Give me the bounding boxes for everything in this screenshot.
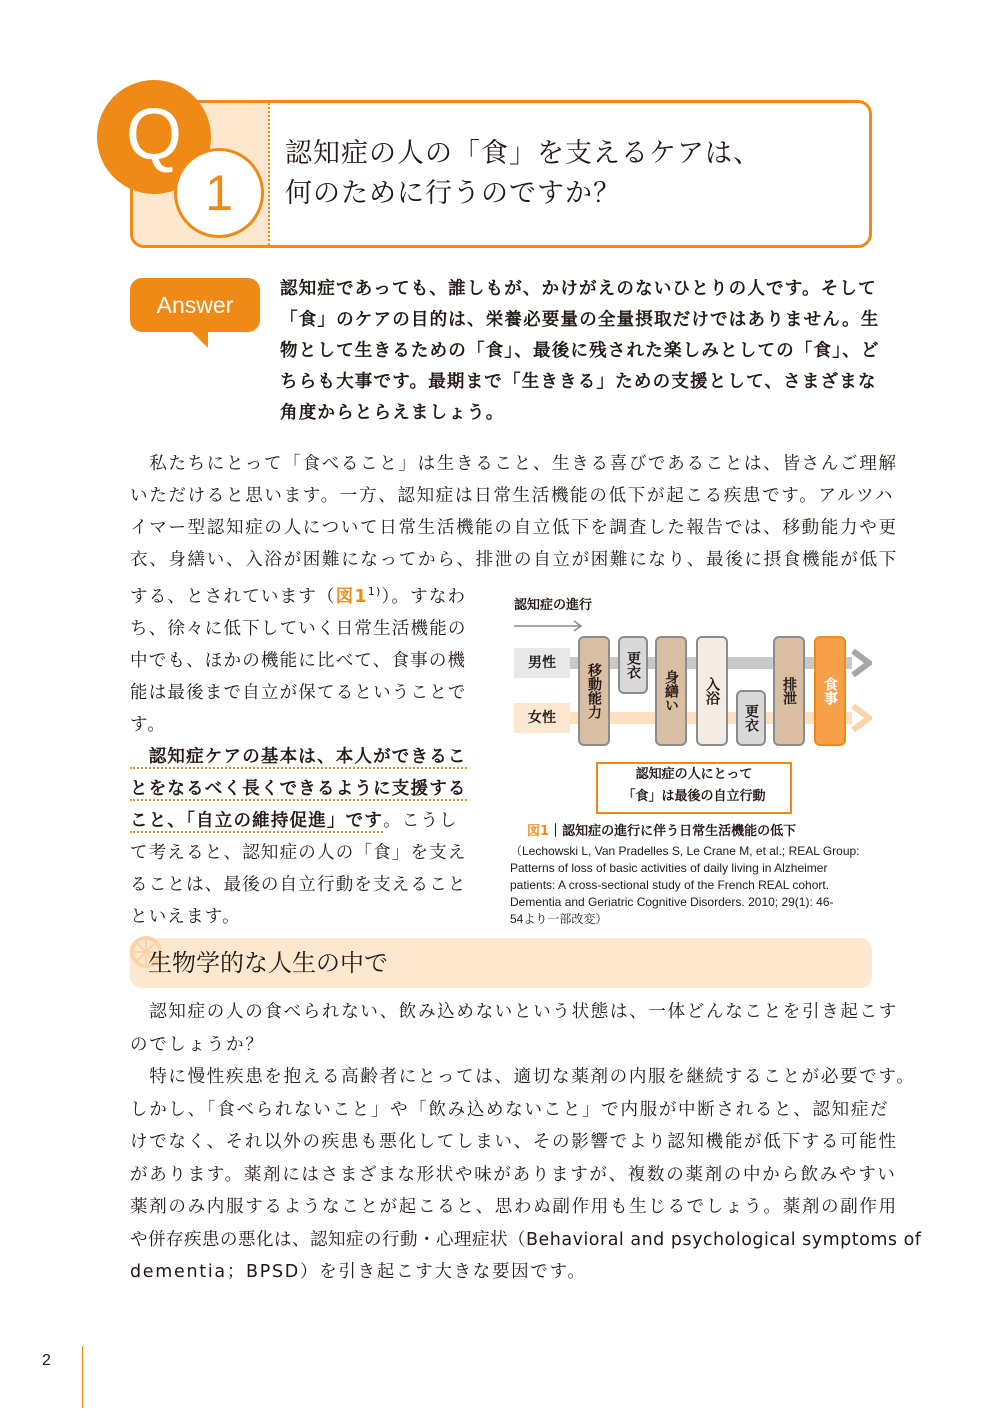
- body-line: 能は最後まで自立が保てるということで: [130, 682, 467, 703]
- source-line: （Lechowski L, Van Pradelles S, Le Crane M, et al.; REAL Group:: [510, 844, 860, 858]
- step-eating: [814, 636, 846, 746]
- caption-text: 認知症の進行に伴う日常生活機能の低下: [562, 824, 797, 839]
- question-title-line: 何のために行うのですか？: [285, 178, 621, 209]
- source-line: Dementia and Geriatric Cognitive Disorders. 2010; 29(1): 46-: [510, 895, 834, 909]
- section-paragraph: [130, 996, 922, 1289]
- body-line: や併存疾患の悪化は、認知症の行動・心理症状（Behavioral and psychological symptoms of: [130, 1229, 922, 1250]
- step-label: 食事: [822, 677, 838, 705]
- step-label: 入浴: [704, 677, 720, 705]
- body-line: [130, 805, 468, 837]
- highlight-text: とをなるべく長くできるように支援する: [130, 778, 467, 799]
- body-line: ち、徐々に低下していく日常生活機能の: [130, 618, 467, 639]
- step-grooming: [655, 636, 687, 746]
- highlight-text: 認知症ケアの基本は、本人ができるこ: [130, 746, 467, 767]
- body-line: 中でも、ほかの機能に比べて、食事の機: [130, 650, 467, 671]
- answer-line: ちらも大事です。最期まで「生ききる」ための支援として、さまざまな: [280, 372, 877, 392]
- step-label: 移動能力: [586, 663, 602, 719]
- figure-source: [510, 843, 874, 928]
- step-label: 身繕い: [663, 670, 679, 712]
- body-line: 認知症の人の食べられない、飲み込めないという状態は、一体どんなことを引き起こす: [130, 1002, 898, 1022]
- question-number: 1: [174, 148, 264, 238]
- body-line: いただけると思います。一方、認知症は日常生活機能の低下が起こる疾患です。アルツハ: [130, 486, 895, 506]
- source-line: patients: A cross-sectional study of the French REAL cohort.: [510, 878, 830, 892]
- answer-line: 物として生きるための「食」、最後に残された楽しみとしての「食」、ど: [280, 341, 880, 361]
- figure-note-line: 「食」は最後の自立行動: [622, 789, 766, 804]
- body-line: 衣、身繕い、入浴が困難になってから、排泄の自立が困難になり、最後に摂食機能が低下: [130, 550, 898, 570]
- progression-label: 認知症の進行: [514, 598, 593, 613]
- section-title: 生物学的な人生の中で: [148, 949, 388, 977]
- female-arrow-icon: [850, 704, 872, 732]
- question-title-line: 認知症の人の「食」を支えるケアは、: [285, 138, 761, 169]
- body-text: する、とされています（: [130, 586, 336, 607]
- page-number-rule: [82, 1346, 83, 1408]
- figure-reference-link[interactable]: 図1: [335, 586, 368, 607]
- step-label: 排泄: [781, 677, 797, 705]
- female-label: 女性: [514, 703, 570, 733]
- step-dressing-female: [736, 690, 766, 746]
- answer-line: 認知症であっても、誰しもが、かけがえのないひとりの人です。そして: [280, 279, 877, 299]
- body-text: ）。すなわ: [381, 586, 467, 607]
- answer-line: 「食」のケアの目的は、栄養必要量の全量摂取だけではありません。生: [280, 310, 880, 330]
- step-label: 更衣: [743, 704, 759, 732]
- source-line: 54より一部改変）: [510, 912, 608, 926]
- male-label: 男性: [514, 648, 570, 678]
- body-line: といえます。: [130, 906, 241, 927]
- body-line: [130, 576, 468, 613]
- body-line: のでしょうか？: [130, 1034, 265, 1055]
- male-arrow-icon: [850, 649, 872, 677]
- body-line: イマー型認知症の人について日常生活機能の自立低下を調査した報告では、移動能力や更: [130, 518, 898, 538]
- step-toileting: [773, 636, 805, 746]
- question-letter: Q: [97, 80, 211, 194]
- step-bathing: [696, 636, 728, 746]
- step-dressing-male: [618, 636, 648, 694]
- body-line: 私たちにとって「食べること」は生きること、生きる喜びであることは、皆さんご理解: [130, 454, 898, 474]
- answer-badge: Answer: [130, 278, 260, 332]
- progression-arrow-icon: [514, 620, 586, 632]
- figure-caption: [527, 820, 796, 839]
- body-line: ることは、最後の自立行動を支えること: [130, 874, 467, 895]
- body-line: て考えると、認知症の人の「食」を支え: [130, 842, 467, 863]
- step-label: 更衣: [625, 651, 641, 679]
- figure-note-line: 認知症の人にとって: [635, 767, 753, 782]
- body-line: しかし、「食べられないこと」や「飲み込めないこと」で内服が中断されると、認知症だ: [130, 1099, 890, 1120]
- figure-number: 図1: [527, 824, 550, 839]
- body-line: [130, 773, 468, 805]
- caption-separator: ｜: [549, 824, 563, 839]
- body-line: dementia；BPSD）を引き起こす大きな要因です。: [130, 1262, 587, 1282]
- answer-line: 角度からとらえましょう。: [280, 403, 505, 423]
- answer-badge-tail: [190, 330, 208, 348]
- body-line: けでなく、それ以外の疾患も悪化してしまい、その影響でより認知機能が低下する可能性: [130, 1132, 898, 1152]
- body-line: 特に慢性疾患を抱える高齢者にとっては、適切な薬剤の内服を継続することが必要です。: [130, 1067, 916, 1087]
- source-line: Patterns of loss of basic activities of daily living in Alzheimer: [510, 861, 828, 875]
- body-line: 薬剤のみ内服するようなことが起こると、思わぬ副作用も生じるでしょう。薬剤の副作用: [130, 1197, 898, 1217]
- body-line: があります。薬剤にはさまざまな形状や味がありますが、複数の薬剤の中から飲みやすい: [130, 1164, 897, 1185]
- body-line: す。: [130, 714, 166, 735]
- step-mobility: [578, 636, 610, 746]
- body-line: [130, 741, 468, 773]
- page-number: 2: [42, 1352, 51, 1369]
- answer-text: [280, 274, 880, 429]
- body-text: 。こうし: [383, 810, 458, 831]
- citation-superscript: 1): [367, 585, 382, 598]
- highlight-text: こと、「自立の維持促進」です: [130, 810, 384, 831]
- question-title: [285, 134, 761, 214]
- intro-paragraph: [130, 448, 898, 576]
- left-column-text: [130, 576, 468, 933]
- figure-note-box: [596, 762, 792, 814]
